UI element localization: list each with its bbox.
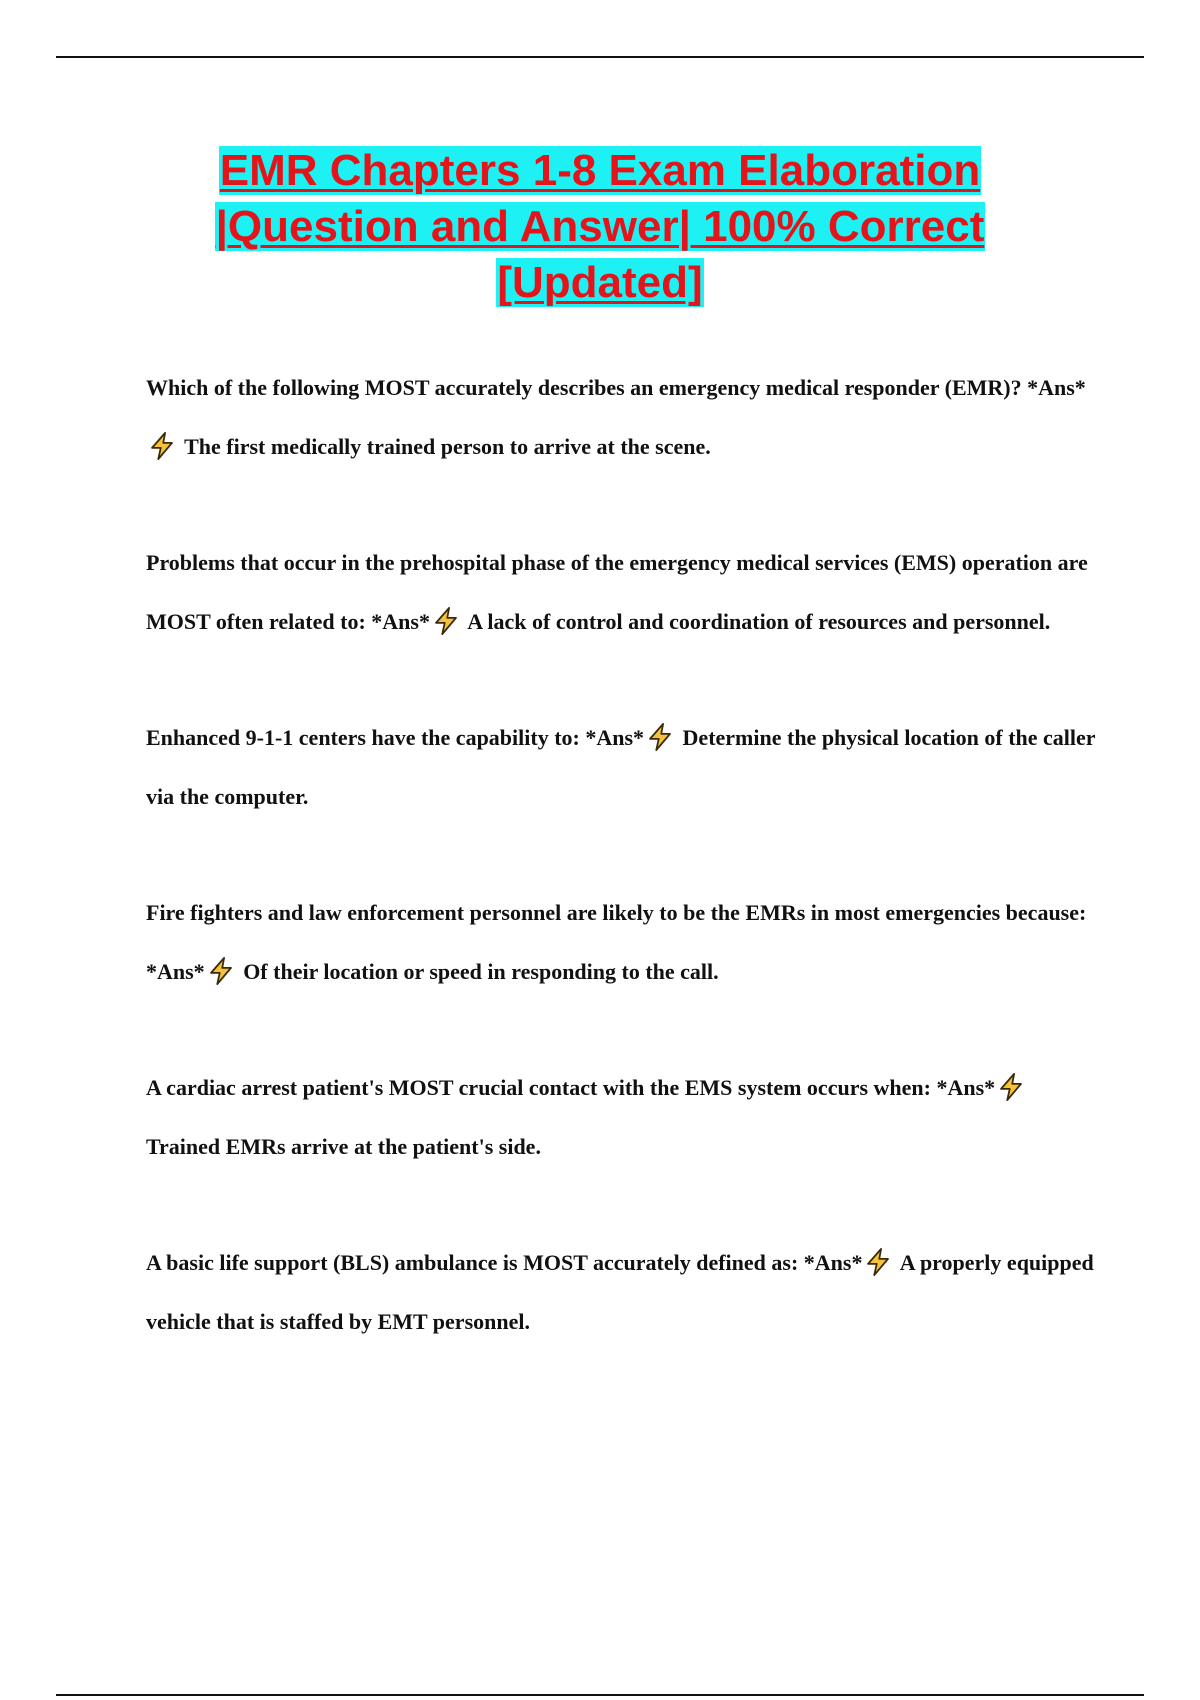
lightning-bolt-icon <box>206 956 236 986</box>
answer-text: A lack of control and coordination of resources and personnel. <box>462 609 1051 634</box>
answer-marker: *Ans* <box>371 609 430 634</box>
answer-marker: *Ans* <box>146 959 205 984</box>
top-rule <box>56 56 1144 58</box>
lightning-bolt-icon <box>863 1247 893 1277</box>
title-line-3: [Updated] <box>497 258 703 307</box>
title-line-1: EMR Chapters 1-8 Exam Elaboration <box>219 146 981 195</box>
answer-marker: *Ans* <box>585 725 645 750</box>
question-text: A cardiac arrest patient's MOST crucial contact with the EMS system occurs when: <box>146 1075 937 1100</box>
lightning-bolt-icon <box>645 722 675 752</box>
question-text: Which of the following MOST accurately describes an emergency medical responder (EMR)? <box>146 375 1028 400</box>
answer-marker: *Ans* <box>803 1250 863 1275</box>
lightning-bolt-icon <box>147 431 177 461</box>
title-line-2: |Question and Answer| 100% Correct <box>215 202 985 251</box>
question-text: A basic life support (BLS) ambulance is MOST accurately defined as: <box>146 1250 804 1275</box>
qa-item-2 <box>146 533 1096 651</box>
lightning-bolt-icon <box>431 606 461 636</box>
answer-text: Trained EMRs arrive at the patient's side. <box>146 1134 541 1159</box>
question-answer-list <box>146 358 1096 1351</box>
answer-text: A properly equipped vehicle that is staffed by EMT personnel. <box>146 1250 1094 1334</box>
answer-text: The first medically trained person to arrive at the scene. <box>179 434 711 459</box>
document-title <box>0 143 1200 311</box>
answer-marker: *Ans* <box>936 1075 996 1100</box>
question-text: Problems that occur in the prehospital phase of the emergency medical services (EMS) operation are MOST often related to: <box>146 550 1088 634</box>
answer-text: Determine the physical location of the caller via the computer. <box>146 725 1096 809</box>
bottom-rule <box>56 1694 1144 1696</box>
answer-marker: *Ans* <box>1027 375 1086 400</box>
question-text: Enhanced 9-1-1 centers have the capability to: <box>146 725 586 750</box>
qa-item-6 <box>146 1233 1096 1351</box>
qa-item-3 <box>146 708 1096 826</box>
qa-item-5 <box>146 1058 1096 1176</box>
answer-text: Of their location or speed in responding to the call. <box>237 959 719 984</box>
qa-item-4 <box>146 883 1096 1001</box>
question-text: Fire fighters and law enforcement personnel are likely to be the EMRs in most emergencies because: <box>146 900 1087 925</box>
qa-item-1 <box>146 358 1096 476</box>
lightning-bolt-icon <box>996 1072 1026 1102</box>
